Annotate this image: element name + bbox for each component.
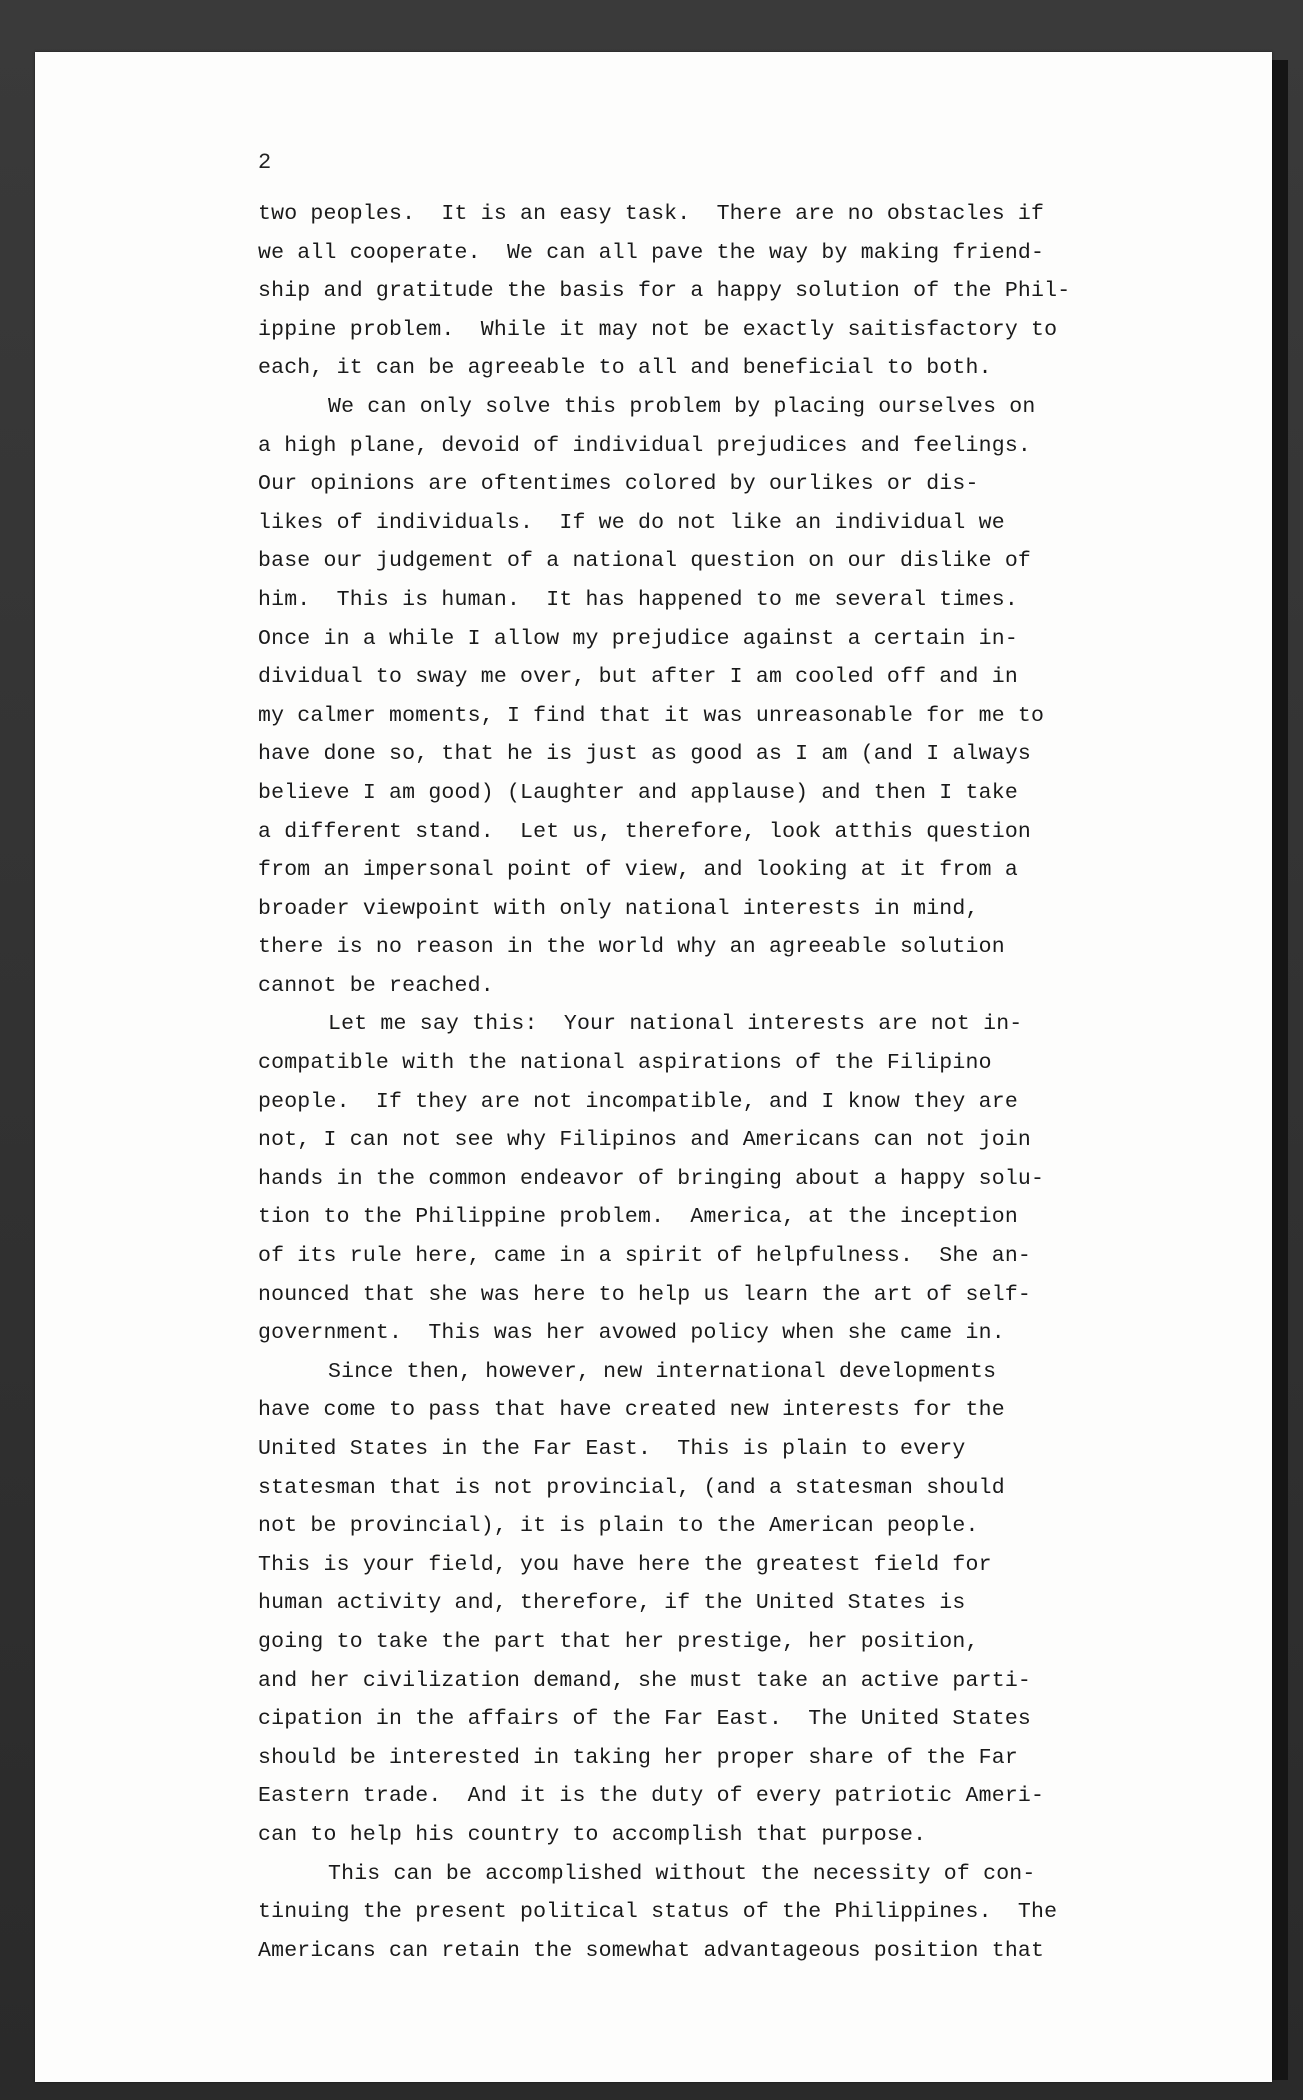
text-line: people. If they are not incompatible, and I know they are [258, 1089, 1018, 1114]
text-line: Americans can retain the somewhat advantageous position that [258, 1938, 1045, 1963]
text-line: not, I can not see why Filipinos and Americans can not join [258, 1128, 1032, 1153]
text-line: Let me say this: Your national interests are not in- [328, 1012, 1023, 1037]
text-line: Once in a while I allow my prejudice against a certain in- [258, 626, 1018, 651]
text-line: we all cooperate. We can all pave the way by making friend- [258, 240, 1045, 265]
text-line: a different stand. Let us, therefore, look atthis question [258, 819, 1032, 844]
text-line: not be provincial), it is plain to the American people. [258, 1514, 979, 1539]
text-line: two peoples. It is an easy task. There are no obstacles if [258, 202, 1045, 226]
text-line: each, it can be agreeable to all and beneficial to both. [258, 356, 992, 381]
text-line: believe I am good) (Laughter and applause) and then I take [258, 780, 1018, 805]
text-line: there is no reason in the world why an agreeable solution [258, 935, 1005, 960]
text-line: human activity and, therefore, if the United States is [258, 1591, 966, 1616]
text-line: him. This is human. It has happened to me several times. [258, 587, 1018, 612]
text-line: Since then, however, new international developments [328, 1359, 997, 1384]
text-line: This is your field, you have here the greatest field for [258, 1552, 992, 1577]
text-line: a high plane, devoid of individual prejudices and feelings. [258, 433, 1032, 458]
text-line: nounced that she was here to help us learn the art of self- [258, 1282, 1032, 1307]
text-line: and her civilization demand, she must take an active parti- [258, 1668, 1032, 1693]
text-line: dividual to sway me over, but after I am cooled off and in [258, 665, 1018, 690]
text-line: broader viewpoint with only national interests in mind, [258, 896, 979, 921]
text-line: cannot be reached. [258, 973, 494, 998]
text-line: have come to pass that have created new interests for the [258, 1398, 1005, 1423]
text-line: going to take the part that her prestige, her position, [258, 1629, 979, 1654]
text-line: Eastern trade. And it is the duty of every patriotic Ameri- [258, 1784, 1045, 1809]
text-line: cipation in the affairs of the Far East. The United States [258, 1707, 1032, 1732]
text-line: compatible with the national aspirations of the Filipino [258, 1051, 992, 1076]
text-line: can to help his country to accomplish that purpose. [258, 1822, 927, 1847]
text-line: government. This was her avowed policy when she came in. [258, 1321, 1005, 1346]
body-text [258, 195, 1078, 1970]
text-line: ship and gratitude the basis for a happy solution of the Phil- [258, 279, 1071, 304]
text-line: statesman that is not provincial, (and a statesman should [258, 1475, 1005, 1500]
text-line: This can be accomplished without the necessity of con- [328, 1861, 1036, 1886]
text-line: likes of individuals. If we do not like an individual we [258, 510, 1005, 535]
text-line: Our opinions are oftentimes colored by ourlikes or dis- [258, 472, 979, 497]
text-line: United States in the Far East. This is plain to every [258, 1437, 966, 1461]
text-line: We can only solve this problem by placing ourselves on [328, 394, 1036, 419]
text-line: base our judgement of a national question on our dislike of [258, 549, 1032, 574]
text-line: from an impersonal point of view, and looking at it from a [258, 858, 1018, 883]
text-line: should be interested in taking her proper share of the Far [258, 1745, 1018, 1770]
text-line: of its rule here, came in a spirit of helpfulness. She an- [258, 1244, 1032, 1269]
text-line: tinuing the present political status of the Philippines. The [258, 1900, 1058, 1925]
text-line: hands in the common endeavor of bringing about a happy solu- [258, 1166, 1045, 1191]
text-line: have done so, that he is just as good as I am (and I always [258, 742, 1032, 767]
page-edge-shadow [1270, 60, 1288, 2080]
page-number: 2 [258, 150, 272, 175]
text-line: ippine problem. While it may not be exactly saitisfactory to [258, 317, 1058, 342]
text-line: tion to the Philippine problem. America, at the inception [258, 1205, 1018, 1230]
text-line: my calmer moments, I find that it was unreasonable for me to [258, 703, 1045, 728]
